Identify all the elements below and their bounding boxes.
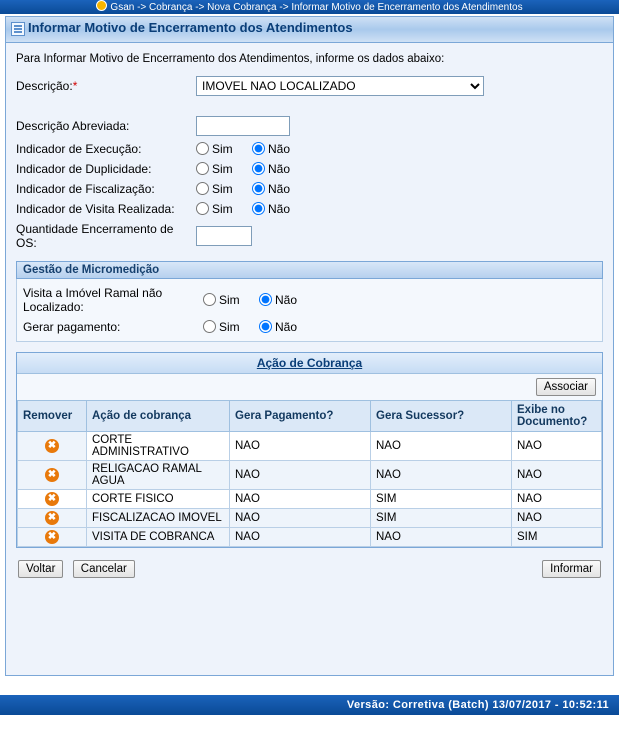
- quantidade-field-cell: [196, 219, 603, 253]
- acao-cobranca-title: Ação de Cobrança: [17, 353, 602, 374]
- gera-pagamento-cell: NAO: [230, 528, 371, 547]
- exibe-documento-cell: NAO: [512, 490, 602, 509]
- indicador-duplicidade-options: [196, 159, 603, 179]
- radio-micro-visita-nao[interactable]: [259, 293, 272, 306]
- radio-execucao-sim-label[interactable]: Sim: [212, 142, 233, 156]
- radio-fiscalizacao-nao-label[interactable]: Não: [268, 182, 291, 196]
- acao-table-head: [18, 401, 602, 432]
- radio-duplicidade-sim-wrap: [196, 162, 249, 176]
- form-row-descricao: [16, 73, 603, 99]
- gera-sucessor-cell: SIM: [371, 490, 512, 509]
- informar-button[interactable]: Informar: [542, 560, 601, 578]
- radio-fiscalizacao-nao-wrap: [252, 182, 306, 196]
- footer-version-bar: [0, 695, 619, 715]
- acao-cell: CORTE FISICO: [87, 490, 230, 509]
- radio-duplicidade-sim-label[interactable]: Sim: [212, 162, 233, 176]
- acao-table-body: [18, 432, 602, 547]
- associar-button[interactable]: Associar: [536, 378, 596, 396]
- col-acao-cobranca: Ação de cobrança: [87, 401, 230, 432]
- radio-micro-pagamento-sim[interactable]: [203, 320, 216, 333]
- indicador-execucao-label: Indicador de Execução:: [16, 142, 142, 156]
- radio-micro-pagamento-nao[interactable]: [259, 320, 272, 333]
- exibe-documento-cell: NAO: [512, 432, 602, 461]
- radio-execucao-nao-wrap: [252, 142, 306, 156]
- radio-group-duplicidade: [196, 162, 306, 176]
- indicador-fiscalizacao-label: Indicador de Fiscalização:: [16, 182, 155, 196]
- micro-row-pagamento: [23, 317, 596, 337]
- micromedicao-header: Gestão de Micromedição: [16, 261, 603, 279]
- gera-pagamento-cell: NAO: [230, 509, 371, 528]
- bottom-right-buttons: [542, 560, 601, 578]
- abreviada-field-cell: [196, 113, 603, 139]
- table-row: [18, 432, 602, 461]
- exibe-documento-cell: NAO: [512, 509, 602, 528]
- gera-pagamento-cell: NAO: [230, 432, 371, 461]
- associar-row: [17, 374, 602, 400]
- panel-body: [6, 43, 613, 578]
- indicador-visita-label: Indicador de Visita Realizada:: [16, 202, 175, 216]
- gera-sucessor-cell: NAO: [371, 528, 512, 547]
- indicador-fiscalizacao-options: [196, 179, 603, 199]
- descricao-field-cell: [196, 73, 603, 99]
- cancelar-button[interactable]: Cancelar: [73, 560, 135, 578]
- col-gera-pagamento: Gera Pagamento?: [230, 401, 371, 432]
- col-remover: Remover: [18, 401, 87, 432]
- main-panel: [5, 16, 614, 676]
- abreviada-label: Descrição Abreviada:: [16, 119, 130, 133]
- remove-icon[interactable]: ✖: [45, 530, 59, 544]
- gera-pagamento-cell: NAO: [230, 461, 371, 490]
- radio-fiscalizacao-sim[interactable]: [196, 182, 209, 195]
- radio-micro-visita-nao-label[interactable]: Não: [275, 293, 298, 307]
- radio-execucao-nao-label[interactable]: Não: [268, 142, 291, 156]
- radio-micro-visita-sim[interactable]: [203, 293, 216, 306]
- remove-icon[interactable]: ✖: [45, 492, 59, 506]
- spacer: [16, 99, 603, 113]
- radio-visita-sim[interactable]: [196, 202, 209, 215]
- form-row-execucao: [16, 139, 603, 159]
- radio-group-micro-pagamento: [203, 320, 313, 334]
- footer-version-text: Versão: Corretiva (Batch) 13/07/2017 - 10:52:11: [346, 699, 609, 711]
- bottom-button-row: [16, 560, 603, 578]
- descricao-required-mark: *: [72, 79, 78, 93]
- radio-micro-pagamento-sim-wrap: [203, 320, 256, 334]
- acao-header-row: [18, 401, 602, 432]
- acao-cell: CORTE ADMINISTRATIVO: [87, 432, 230, 461]
- acao-cell: VISITA DE COBRANCA: [87, 528, 230, 547]
- radio-duplicidade-sim[interactable]: [196, 162, 209, 175]
- descricao-label-cell: [16, 73, 196, 99]
- remover-cell: [18, 461, 87, 490]
- form-table: [16, 73, 603, 253]
- radio-micro-visita-sim-label[interactable]: Sim: [219, 293, 240, 307]
- micromedicao-box: [16, 279, 603, 342]
- radio-duplicidade-nao[interactable]: [252, 162, 265, 175]
- radio-group-fiscalizacao: [196, 182, 306, 196]
- micro-visita-options: [203, 283, 596, 317]
- exibe-documento-cell: NAO: [512, 461, 602, 490]
- page-title: [6, 17, 613, 43]
- quantidade-encerramento-input[interactable]: [196, 226, 252, 246]
- radio-execucao-sim-wrap: [196, 142, 249, 156]
- remover-cell: [18, 528, 87, 547]
- radio-visita-sim-label[interactable]: Sim: [212, 202, 233, 216]
- acao-cell: RELIGACAO RAMAL AGUA: [87, 461, 230, 490]
- table-row: [18, 461, 602, 490]
- form-spacer-row: [16, 99, 603, 113]
- remover-cell: [18, 490, 87, 509]
- exibe-documento-cell: SIM: [512, 528, 602, 547]
- micro-visita-label: Visita a Imóvel Ramal não Localizado:: [23, 286, 163, 314]
- radio-micro-visita-sim-wrap: [203, 293, 256, 307]
- bottom-left-buttons: [18, 560, 141, 578]
- form-row-quantidade: [16, 219, 603, 253]
- gera-sucessor-cell: NAO: [371, 432, 512, 461]
- remove-icon[interactable]: ✖: [45, 511, 59, 525]
- radio-group-execucao: [196, 142, 306, 156]
- micromedicao-table: [23, 283, 596, 337]
- gera-sucessor-cell: NAO: [371, 461, 512, 490]
- voltar-button[interactable]: Voltar: [18, 560, 63, 578]
- form-row-abreviada: [16, 113, 603, 139]
- breadcrumb: [0, 0, 619, 14]
- form-row-fiscalizacao: [16, 179, 603, 199]
- radio-micro-pagamento-nao-label[interactable]: Não: [275, 320, 298, 334]
- gera-pagamento-cell: NAO: [230, 490, 371, 509]
- radio-fiscalizacao-sim-label[interactable]: Sim: [212, 182, 233, 196]
- radio-execucao-nao[interactable]: [252, 142, 265, 155]
- radio-group-visita: [196, 202, 306, 216]
- radio-micro-pagamento-nao-wrap: [259, 320, 313, 334]
- page-title-text: Informar Motivo de Encerramento dos Atendimentos: [28, 20, 353, 35]
- micro-row-visita: [23, 283, 596, 317]
- radio-visita-nao[interactable]: [252, 202, 265, 215]
- table-row: [18, 528, 602, 547]
- quantidade-label: Quantidade Encerramento de OS:: [16, 222, 174, 250]
- indicador-execucao-options: [196, 139, 603, 159]
- form-icon: [11, 22, 25, 36]
- remover-cell: [18, 509, 87, 528]
- gera-sucessor-cell: SIM: [371, 509, 512, 528]
- intro-text: Para Informar Motivo de Encerramento dos Atendimentos, informe os dados abaixo:: [16, 53, 445, 65]
- breadcrumb-text: Gsan -> Cobrança -> Nova Cobrança -> Informar Motivo de Encerramento dos Atendimentos: [110, 2, 523, 13]
- radio-visita-nao-label[interactable]: Não: [268, 202, 291, 216]
- table-row: [18, 490, 602, 509]
- descricao-abreviada-input[interactable]: [196, 116, 290, 136]
- col-exibe-documento: Exibe no Documento?: [512, 401, 602, 432]
- radio-visita-sim-wrap: [196, 202, 249, 216]
- micro-pagamento-options: [203, 317, 596, 337]
- remove-icon[interactable]: ✖: [45, 468, 59, 482]
- radio-micro-visita-nao-wrap: [259, 293, 313, 307]
- acao-cobranca-section: [16, 352, 603, 548]
- form-row-visita: [16, 199, 603, 219]
- radio-visita-nao-wrap: [252, 202, 306, 216]
- remover-cell: [18, 432, 87, 461]
- acao-cobranca-table: [17, 400, 602, 547]
- indicador-visita-options: [196, 199, 603, 219]
- gsan-globe-icon: [96, 0, 107, 11]
- descricao-label: Descrição:: [16, 79, 73, 93]
- radio-group-micro-visita: [203, 293, 313, 307]
- indicador-duplicidade-label: Indicador de Duplicidade:: [16, 162, 152, 176]
- descricao-select[interactable]: [196, 76, 484, 96]
- radio-fiscalizacao-sim-wrap: [196, 182, 249, 196]
- radio-micro-pagamento-sim-label[interactable]: Sim: [219, 320, 240, 334]
- radio-execucao-sim[interactable]: [196, 142, 209, 155]
- micro-pagamento-label: Gerar pagamento:: [23, 320, 121, 334]
- form-row-duplicidade: [16, 159, 603, 179]
- radio-duplicidade-nao-wrap: [252, 162, 306, 176]
- radio-duplicidade-nao-label[interactable]: Não: [268, 162, 291, 176]
- remove-icon[interactable]: ✖: [45, 439, 59, 453]
- col-gera-sucessor: Gera Sucessor?: [371, 401, 512, 432]
- table-row: [18, 509, 602, 528]
- radio-fiscalizacao-nao[interactable]: [252, 182, 265, 195]
- acao-cell: FISCALIZACAO IMOVEL: [87, 509, 230, 528]
